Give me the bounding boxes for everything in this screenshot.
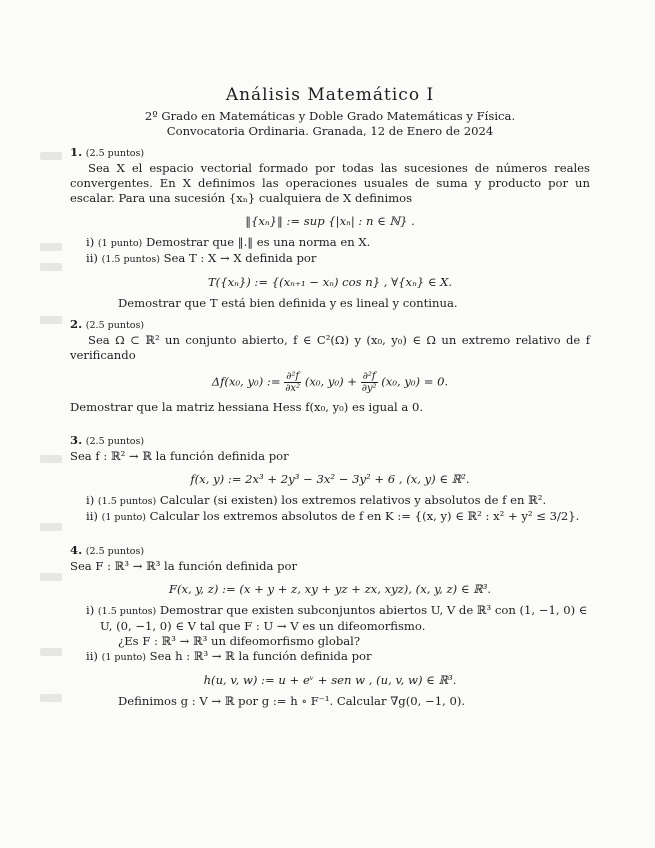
- sub-points: (1 punto): [101, 512, 146, 523]
- subquestion-i: [70, 235, 590, 251]
- subquestion-ii: [70, 649, 590, 665]
- sub-points: (1.5 puntos): [97, 496, 157, 507]
- sub-label: ii): [86, 509, 98, 523]
- global-question: ¿Es F : ℝ³ → ℝ³ un difeomorfismo global?: [118, 634, 361, 648]
- partial-fraction: $\frac{\text{∂²f}}{\text{∂x²}}$: [285, 371, 301, 394]
- margin-mark: [40, 648, 62, 656]
- problem-number: 2.: [70, 317, 83, 331]
- degree-line: 2º Grado en Matemáticas y Doble Grado Matemáticas y Física.: [144, 109, 516, 123]
- eq-part: (x₀, y₀) +: [304, 374, 358, 389]
- sub-text: Sea h : ℝ³ → ℝ la función definida por: [149, 649, 372, 663]
- problem-4: [70, 543, 590, 709]
- sub-label: i): [86, 235, 95, 249]
- function-equation: F(x, y, z) := (x + y + z, xy + yz + zx, xyz), (x, y, z) ∈ ℝ³.: [168, 582, 492, 596]
- problem-number: 1.: [70, 145, 83, 159]
- sub-points: (1 punto): [97, 238, 143, 249]
- problem-statement: Sea X el espacio vectorial formado por todas las sucesiones de números reales convergentes. En X definimos las operaciones usuales de suma y producto por un escalar. Para una sucesión {xₙ} cualquiera de X definimos: [70, 161, 590, 205]
- problem-number: 3.: [70, 433, 83, 447]
- margin-mark: [40, 243, 62, 251]
- margin-mark: [40, 263, 62, 271]
- h-equation: h(u, v, w) := u + eᵛ + sen w , (u, v, w) ∈ ℝ³.: [203, 673, 457, 687]
- problem-1: [70, 145, 590, 311]
- margin-mark: [40, 152, 62, 160]
- sub-text: Demostrar que ‖.‖ es una norma en X.: [145, 235, 371, 249]
- problem-statement: Sea Ω ⊂ ℝ² un conjunto abierto, f ∈ C²(Ω) y (x₀, y₀) ∈ Ω un extremo relativo de f verificando: [70, 333, 590, 362]
- margin-mark: [40, 694, 62, 702]
- sub-label: ii): [86, 649, 98, 663]
- sub-text: Demostrar que existen subconjuntos abiertos U, V de ℝ³ con (1, −1, 0) ∈ U, (0, −1, 0) ∈ V tal que F : U → V es un difeomorfismo.: [100, 603, 588, 633]
- function-equation: f(x, y) := 2x³ + 2y³ − 3x² − 3y² + 6 , (x, y) ∈ ℝ².: [190, 472, 470, 486]
- problem-points: (2.5 puntos): [85, 320, 145, 331]
- laplacian-equation: [70, 371, 590, 394]
- problem-points: (2.5 puntos): [85, 546, 145, 557]
- problem-statement: Sea f : ℝ² → ℝ la función definida por: [70, 449, 289, 463]
- problem-conclusion: Definimos g : V → ℝ por g := h ∘ F⁻¹. Calcular ∇g(0, −1, 0).: [118, 694, 466, 708]
- exam-sheet: [70, 85, 590, 709]
- sub-text: Calcular (si existen) los extremos relativos y absolutos de f en ℝ².: [159, 493, 547, 507]
- subquestion-i: [70, 493, 590, 509]
- margin-mark: [40, 523, 62, 531]
- sub-points: (1.5 puntos): [101, 254, 160, 265]
- sub-points: (1.5 puntos): [97, 606, 157, 617]
- subquestion-ii: [70, 251, 590, 267]
- eq-part: Δf(x₀, y₀) :=: [211, 374, 281, 389]
- problem-statement: Sea F : ℝ³ → ℝ³ la función definida por: [70, 559, 298, 573]
- exam-title: Análisis Matemático I: [225, 85, 435, 105]
- margin-mark: [40, 573, 62, 581]
- subquestion-i: [70, 603, 590, 634]
- sub-label: i): [86, 603, 95, 617]
- sub-text: Calcular los extremos absolutos de f en K := {(x, y) ∈ ℝ² : x² + y² ≤ 3/2}.: [149, 509, 580, 523]
- problem-number: 4.: [70, 543, 83, 557]
- operator-equation: T({xₙ}) := {(xₙ₊₁ − xₙ) cos n} , ∀{xₙ} ∈ X.: [207, 275, 453, 289]
- sub-points: (1 punto): [101, 652, 146, 663]
- margin-mark: [40, 455, 62, 463]
- problem-points: (2.5 puntos): [85, 148, 145, 159]
- subquestion-ii: [70, 509, 590, 525]
- problem-3: [70, 433, 590, 525]
- norm-equation: ‖{xₙ}‖ := sup {|xₙ| : n ∈ ℕ} .: [245, 214, 415, 228]
- session-line: Convocatoria Ordinaria. Granada, 12 de Enero de 2024: [166, 124, 494, 138]
- sub-text: Sea T : X → X definida por: [163, 251, 317, 265]
- sub-label: ii): [86, 251, 98, 265]
- sub-label: i): [86, 493, 95, 507]
- problem-2: [70, 317, 590, 415]
- problem-conclusion: Demostrar que T está bien definida y es lineal y continua.: [118, 296, 458, 310]
- margin-mark: [40, 316, 62, 324]
- partial-fraction: $\frac{\text{∂²f}}{\text{∂y²}}$: [361, 371, 377, 394]
- eq-part: (x₀, y₀) = 0.: [381, 374, 449, 389]
- problem-conclusion: Demostrar que la matriz hessiana Hess f(x₀, y₀) es igual a 0.: [70, 400, 424, 414]
- problem-points: (2.5 puntos): [85, 436, 145, 447]
